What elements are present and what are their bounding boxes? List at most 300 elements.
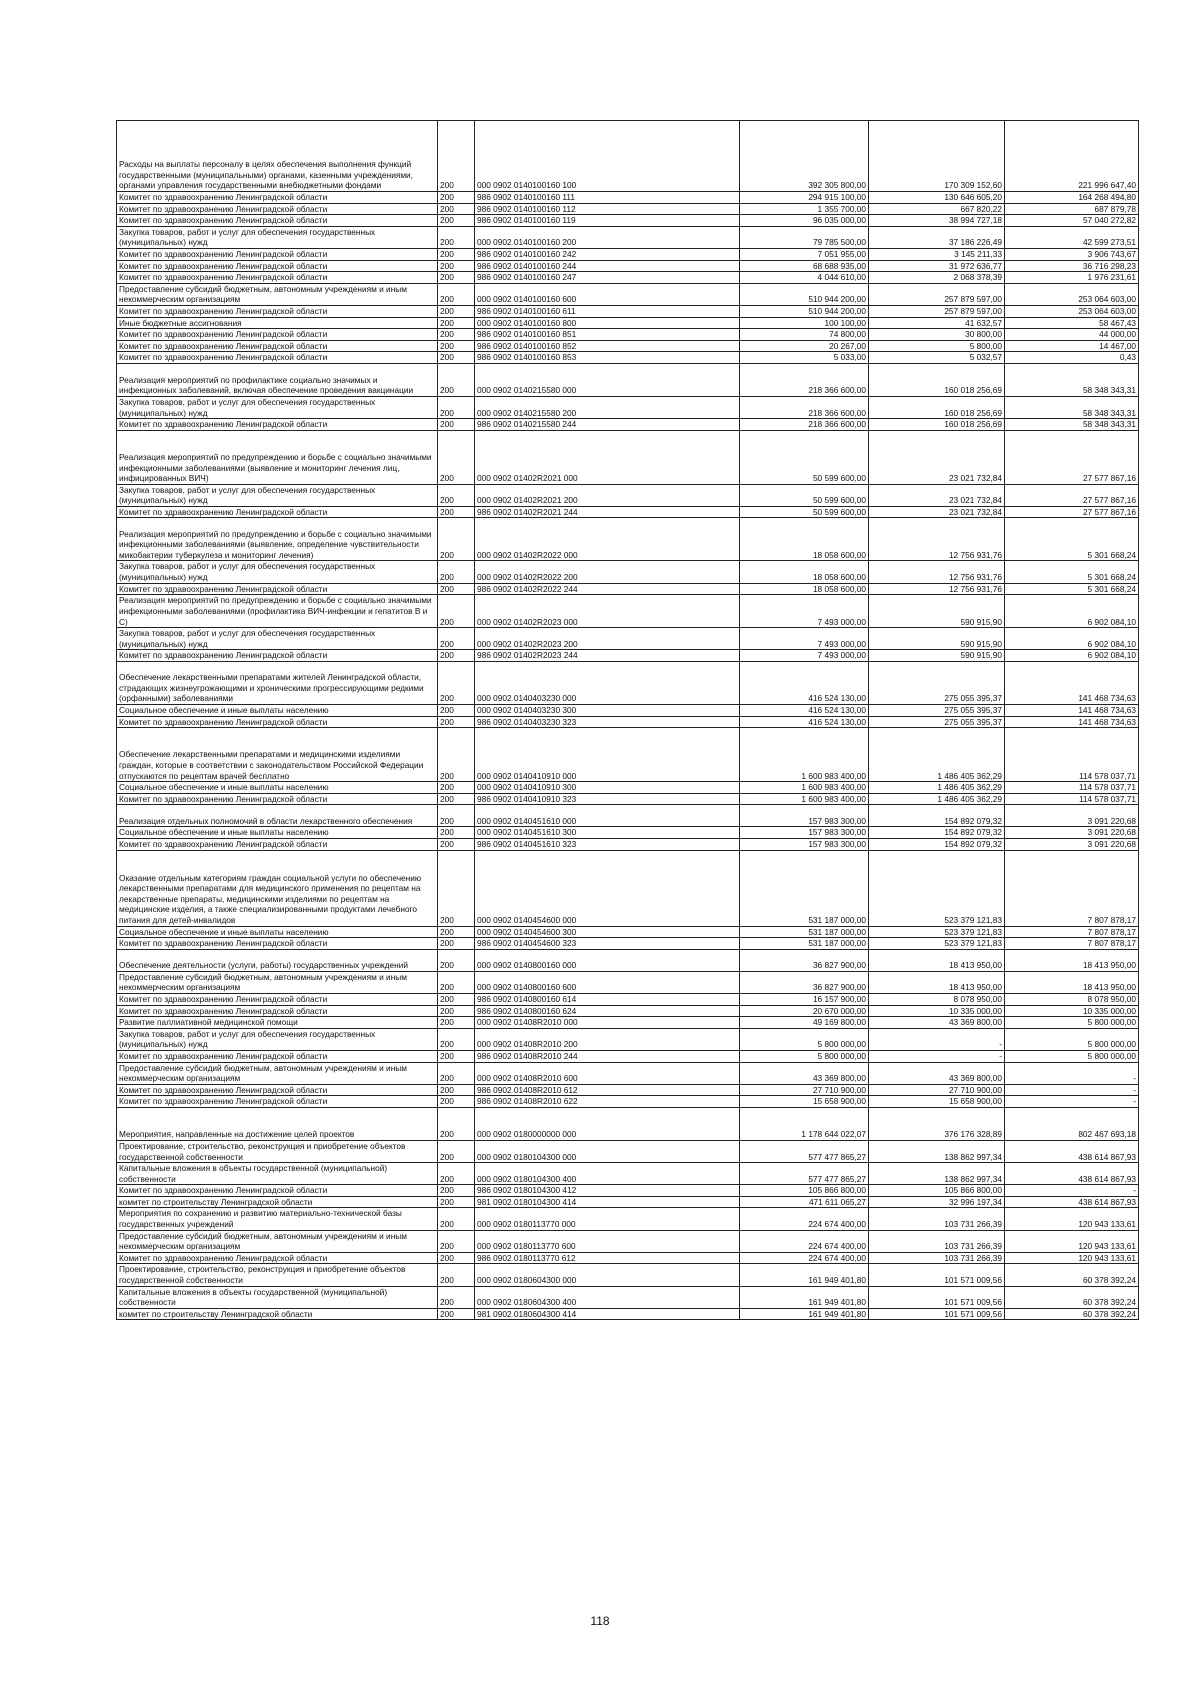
row-classification-code: 986 0902 01408R2010 612 bbox=[475, 1084, 740, 1096]
row-section-code: 200 bbox=[438, 595, 475, 628]
row-section-code: 200 bbox=[438, 561, 475, 583]
row-executed-amount: 1 486 405 362,29 bbox=[869, 728, 1005, 782]
row-approved-amount: 49 169 800,00 bbox=[740, 1017, 869, 1029]
row-name: Социальное обеспечение и иные выплаты населению bbox=[117, 827, 438, 839]
row-unexecuted-amount: 58 348 343,31 bbox=[1005, 419, 1139, 431]
row-approved-amount: 100 100,00 bbox=[740, 317, 869, 329]
row-name: Комитет по здравоохранению Ленинградской области bbox=[117, 1252, 438, 1264]
row-classification-code: 000 0902 0140403230 000 bbox=[475, 662, 740, 705]
row-classification-code: 000 0902 01402R2023 200 bbox=[475, 628, 740, 650]
row-approved-amount: 36 827 900,00 bbox=[740, 949, 869, 971]
row-unexecuted-amount: 27 577 867,16 bbox=[1005, 430, 1139, 484]
row-approved-amount: 157 983 300,00 bbox=[740, 805, 869, 827]
row-section-code: 200 bbox=[438, 272, 475, 284]
row-approved-amount: 157 983 300,00 bbox=[740, 839, 869, 851]
table-row bbox=[117, 1163, 1139, 1185]
row-classification-code: 000 0902 01402R2021 200 bbox=[475, 484, 740, 506]
row-approved-amount: 161 949 401,80 bbox=[740, 1286, 869, 1308]
row-executed-amount: 5 032,57 bbox=[869, 352, 1005, 364]
row-approved-amount: 1 600 983 400,00 bbox=[740, 782, 869, 794]
row-executed-amount: 590 915,90 bbox=[869, 650, 1005, 662]
row-name: Комитет по здравоохранению Ленинградской области bbox=[117, 272, 438, 284]
row-executed-amount: 23 021 732,84 bbox=[869, 484, 1005, 506]
row-section-code: 200 bbox=[438, 971, 475, 993]
row-approved-amount: 50 599 600,00 bbox=[740, 506, 869, 518]
row-executed-amount: 43 369 800,00 bbox=[869, 1062, 1005, 1084]
row-name: Реализация мероприятий по предупреждению и борьбе с социально значимыми инфекционными заболеваниями (выявление, определение чувствительности микобактерии туберкулеза и мониторинг лечения) bbox=[117, 518, 438, 561]
row-name: Комитет по здравоохранению Ленинградской области bbox=[117, 938, 438, 950]
row-unexecuted-amount: 221 996 647,40 bbox=[1005, 121, 1139, 192]
row-approved-amount: 68 688 935,00 bbox=[740, 260, 869, 272]
row-approved-amount: 20 267,00 bbox=[740, 340, 869, 352]
row-unexecuted-amount: 60 378 392,24 bbox=[1005, 1286, 1139, 1308]
row-section-code: 200 bbox=[438, 705, 475, 717]
row-executed-amount: 23 021 732,84 bbox=[869, 506, 1005, 518]
row-classification-code: 986 0902 0140800160 614 bbox=[475, 993, 740, 1005]
row-section-code: 200 bbox=[438, 363, 475, 396]
row-approved-amount: 74 800,00 bbox=[740, 329, 869, 341]
table-row bbox=[117, 1185, 1139, 1197]
row-classification-code: 000 0902 0180604300 000 bbox=[475, 1264, 740, 1286]
row-section-code: 200 bbox=[438, 650, 475, 662]
row-classification-code: 986 0902 01408R2010 622 bbox=[475, 1096, 740, 1108]
row-executed-amount: 8 078 950,00 bbox=[869, 993, 1005, 1005]
table-row bbox=[117, 1005, 1139, 1017]
row-unexecuted-amount: 8 078 950,00 bbox=[1005, 993, 1139, 1005]
table-row bbox=[117, 248, 1139, 260]
table-row bbox=[117, 1096, 1139, 1108]
row-approved-amount: 1 355 700,00 bbox=[740, 203, 869, 215]
row-name: Обеспечение деятельности (услуги, работы) государственных учреждений bbox=[117, 949, 438, 971]
row-unexecuted-amount: - bbox=[1005, 1084, 1139, 1096]
row-unexecuted-amount: 60 378 392,24 bbox=[1005, 1308, 1139, 1320]
row-name: Предоставление субсидий бюджетным, автономным учреждениям и иным некоммерческим организациям bbox=[117, 1062, 438, 1084]
table-row bbox=[117, 352, 1139, 364]
row-name: Мероприятия, направленные на достижение целей проектов bbox=[117, 1107, 438, 1140]
row-classification-code: 000 0902 0180113770 600 bbox=[475, 1230, 740, 1252]
row-name: Социальное обеспечение и иные выплаты населению bbox=[117, 705, 438, 717]
row-section-code: 200 bbox=[438, 1308, 475, 1320]
row-name: Социальное обеспечение и иные выплаты населению bbox=[117, 926, 438, 938]
row-classification-code: 000 0902 0180604300 400 bbox=[475, 1286, 740, 1308]
row-executed-amount: 160 018 256,69 bbox=[869, 396, 1005, 418]
row-unexecuted-amount: 5 800 000,00 bbox=[1005, 1050, 1139, 1062]
table-row bbox=[117, 1264, 1139, 1286]
row-classification-code: 000 0902 0180104300 400 bbox=[475, 1163, 740, 1185]
row-unexecuted-amount: 5 800 000,00 bbox=[1005, 1028, 1139, 1050]
row-unexecuted-amount: 0,43 bbox=[1005, 352, 1139, 364]
row-section-code: 200 bbox=[438, 430, 475, 484]
row-approved-amount: 5 033,00 bbox=[740, 352, 869, 364]
table-row bbox=[117, 215, 1139, 227]
row-classification-code: 000 0902 0180113770 000 bbox=[475, 1208, 740, 1230]
row-approved-amount: 577 477 865,27 bbox=[740, 1140, 869, 1162]
table-row bbox=[117, 518, 1139, 561]
row-approved-amount: 15 658 900,00 bbox=[740, 1096, 869, 1108]
row-approved-amount: 36 827 900,00 bbox=[740, 971, 869, 993]
table-row bbox=[117, 662, 1139, 705]
row-name: Комитет по здравоохранению Ленинградской области bbox=[117, 650, 438, 662]
row-name: Предоставление субсидий бюджетным, автономным учреждениям и иным некоммерческим организациям bbox=[117, 1230, 438, 1252]
row-unexecuted-amount: 7 807 878,17 bbox=[1005, 850, 1139, 926]
row-section-code: 200 bbox=[438, 926, 475, 938]
table-row bbox=[117, 329, 1139, 341]
budget-report-sheet bbox=[116, 120, 1134, 1320]
row-classification-code: 000 0902 0140410910 000 bbox=[475, 728, 740, 782]
row-name: Комитет по здравоохранению Ленинградской области bbox=[117, 793, 438, 805]
row-unexecuted-amount: 6 902 084,10 bbox=[1005, 628, 1139, 650]
row-section-code: 200 bbox=[438, 728, 475, 782]
row-executed-amount: 30 800,00 bbox=[869, 329, 1005, 341]
row-approved-amount: 7 493 000,00 bbox=[740, 650, 869, 662]
row-section-code: 200 bbox=[438, 938, 475, 950]
row-approved-amount: 224 674 400,00 bbox=[740, 1208, 869, 1230]
row-classification-code: 986 0902 0140100160 247 bbox=[475, 272, 740, 284]
row-classification-code: 000 0902 0140451610 300 bbox=[475, 827, 740, 839]
row-section-code: 200 bbox=[438, 1096, 475, 1108]
row-classification-code: 000 0902 0140403230 300 bbox=[475, 705, 740, 717]
row-executed-amount: 31 972 636,77 bbox=[869, 260, 1005, 272]
row-section-code: 200 bbox=[438, 850, 475, 926]
row-classification-code: 000 0902 0140800160 600 bbox=[475, 971, 740, 993]
row-unexecuted-amount: 10 335 000,00 bbox=[1005, 1005, 1139, 1017]
row-classification-code: 000 0902 0140451610 000 bbox=[475, 805, 740, 827]
row-classification-code: 986 0902 01402R2023 244 bbox=[475, 650, 740, 662]
row-unexecuted-amount: 7 807 878,17 bbox=[1005, 938, 1139, 950]
row-name: Комитет по здравоохранению Ленинградской области bbox=[117, 260, 438, 272]
row-approved-amount: 7 051 955,00 bbox=[740, 248, 869, 260]
row-classification-code: 000 0902 0180104300 000 bbox=[475, 1140, 740, 1162]
row-name: Комитет по здравоохранению Ленинградской области bbox=[117, 1084, 438, 1096]
row-approved-amount: 1 178 644 022,07 bbox=[740, 1107, 869, 1140]
row-approved-amount: 157 983 300,00 bbox=[740, 827, 869, 839]
row-section-code: 200 bbox=[438, 827, 475, 839]
table-row bbox=[117, 1084, 1139, 1096]
row-approved-amount: 79 785 500,00 bbox=[740, 226, 869, 248]
row-approved-amount: 510 944 200,00 bbox=[740, 305, 869, 317]
row-section-code: 200 bbox=[438, 1252, 475, 1264]
row-name: Реализация мероприятий по предупреждению и борьбе с социально значимыми инфекционными заболеваниями (выявление и мониторинг лечения лиц, инфицированных ВИЧ) bbox=[117, 430, 438, 484]
table-row bbox=[117, 716, 1139, 728]
row-classification-code: 981 0902 0180104300 414 bbox=[475, 1196, 740, 1208]
row-classification-code: 986 0902 0140100160 112 bbox=[475, 203, 740, 215]
row-name: Комитет по здравоохранению Ленинградской области bbox=[117, 305, 438, 317]
row-unexecuted-amount: 36 716 298,23 bbox=[1005, 260, 1139, 272]
row-executed-amount: 18 413 950,00 bbox=[869, 971, 1005, 993]
row-unexecuted-amount: 5 301 668,24 bbox=[1005, 518, 1139, 561]
table-row bbox=[117, 595, 1139, 628]
row-name: комитет по строительству Ленинградской области bbox=[117, 1308, 438, 1320]
table-row bbox=[117, 430, 1139, 484]
row-section-code: 200 bbox=[438, 628, 475, 650]
table-row bbox=[117, 583, 1139, 595]
row-approved-amount: 294 915 100,00 bbox=[740, 192, 869, 204]
row-classification-code: 000 0902 01402R2022 000 bbox=[475, 518, 740, 561]
table-row bbox=[117, 283, 1139, 305]
table-row bbox=[117, 121, 1139, 192]
row-section-code: 200 bbox=[438, 583, 475, 595]
row-approved-amount: 7 493 000,00 bbox=[740, 595, 869, 628]
row-name: Комитет по здравоохранению Ленинградской области bbox=[117, 583, 438, 595]
row-name: Закупка товаров, работ и услуг для обеспечения государственных (муниципальных) нужд bbox=[117, 1028, 438, 1050]
row-section-code: 200 bbox=[438, 484, 475, 506]
row-section-code: 200 bbox=[438, 1196, 475, 1208]
table-row bbox=[117, 305, 1139, 317]
row-section-code: 200 bbox=[438, 260, 475, 272]
row-section-code: 200 bbox=[438, 1264, 475, 1286]
row-unexecuted-amount: 58 348 343,31 bbox=[1005, 363, 1139, 396]
row-classification-code: 000 0902 0140100160 200 bbox=[475, 226, 740, 248]
row-section-code: 200 bbox=[438, 1230, 475, 1252]
row-name: Развитие паллиативной медицинской помощи bbox=[117, 1017, 438, 1029]
row-approved-amount: 218 366 600,00 bbox=[740, 419, 869, 431]
row-executed-amount: 5 800,00 bbox=[869, 340, 1005, 352]
row-classification-code: 000 0902 01402R2021 000 bbox=[475, 430, 740, 484]
row-name: Мероприятия по сохранению и развитию материально-технической базы государственных учреждений bbox=[117, 1208, 438, 1230]
row-unexecuted-amount: 6 902 084,10 bbox=[1005, 595, 1139, 628]
row-name: Комитет по здравоохранению Ленинградской области bbox=[117, 192, 438, 204]
row-executed-amount: 590 915,90 bbox=[869, 595, 1005, 628]
row-classification-code: 986 0902 0140100160 111 bbox=[475, 192, 740, 204]
row-unexecuted-amount: 6 902 084,10 bbox=[1005, 650, 1139, 662]
row-section-code: 200 bbox=[438, 793, 475, 805]
row-classification-code: 000 0902 01408R2010 000 bbox=[475, 1017, 740, 1029]
row-section-code: 200 bbox=[438, 1050, 475, 1062]
row-section-code: 200 bbox=[438, 317, 475, 329]
row-name: комитет по строительству Ленинградской области bbox=[117, 1196, 438, 1208]
row-approved-amount: 510 944 200,00 bbox=[740, 283, 869, 305]
row-classification-code: 986 0902 0140800160 624 bbox=[475, 1005, 740, 1017]
table-row bbox=[117, 827, 1139, 839]
row-classification-code: 000 0902 0140100160 600 bbox=[475, 283, 740, 305]
row-classification-code: 981 0902 0180604300 414 bbox=[475, 1308, 740, 1320]
table-row bbox=[117, 971, 1139, 993]
row-unexecuted-amount: 253 064 603,00 bbox=[1005, 305, 1139, 317]
row-executed-amount: 523 379 121,83 bbox=[869, 926, 1005, 938]
row-executed-amount: 12 756 931,76 bbox=[869, 583, 1005, 595]
row-classification-code: 000 0902 0140454600 300 bbox=[475, 926, 740, 938]
row-section-code: 200 bbox=[438, 1163, 475, 1185]
row-section-code: 200 bbox=[438, 248, 475, 260]
row-executed-amount: 12 756 931,76 bbox=[869, 518, 1005, 561]
row-section-code: 200 bbox=[438, 1208, 475, 1230]
table-row bbox=[117, 1230, 1139, 1252]
row-classification-code: 000 0902 01408R2010 200 bbox=[475, 1028, 740, 1050]
row-executed-amount: 590 915,90 bbox=[869, 628, 1005, 650]
row-approved-amount: 531 187 000,00 bbox=[740, 938, 869, 950]
table-row bbox=[117, 1028, 1139, 1050]
row-approved-amount: 1 600 983 400,00 bbox=[740, 793, 869, 805]
row-section-code: 200 bbox=[438, 1140, 475, 1162]
row-executed-amount: 257 879 597,00 bbox=[869, 305, 1005, 317]
row-unexecuted-amount: 42 599 273,51 bbox=[1005, 226, 1139, 248]
table-row bbox=[117, 949, 1139, 971]
page-number: 118 bbox=[590, 1614, 610, 1628]
row-executed-amount: 101 571 009,56 bbox=[869, 1264, 1005, 1286]
row-approved-amount: 161 949 401,80 bbox=[740, 1308, 869, 1320]
row-executed-amount: 105 866 800,00 bbox=[869, 1185, 1005, 1197]
row-approved-amount: 224 674 400,00 bbox=[740, 1252, 869, 1264]
table-row bbox=[117, 1107, 1139, 1140]
row-name: Комитет по здравоохранению Ленинградской области bbox=[117, 993, 438, 1005]
table-row bbox=[117, 650, 1139, 662]
row-approved-amount: 96 035 000,00 bbox=[740, 215, 869, 227]
row-executed-amount: 32 996 197,34 bbox=[869, 1196, 1005, 1208]
row-name: Иные бюджетные ассигнования bbox=[117, 317, 438, 329]
table-row bbox=[117, 1208, 1139, 1230]
row-executed-amount: 138 862 997,34 bbox=[869, 1163, 1005, 1185]
row-section-code: 200 bbox=[438, 283, 475, 305]
row-unexecuted-amount: 141 468 734,63 bbox=[1005, 705, 1139, 717]
row-unexecuted-amount: 3 091 220,68 bbox=[1005, 839, 1139, 851]
row-classification-code: 000 0902 0140100160 800 bbox=[475, 317, 740, 329]
table-row bbox=[117, 1062, 1139, 1084]
table-row bbox=[117, 272, 1139, 284]
row-classification-code: 986 0902 01408R2010 244 bbox=[475, 1050, 740, 1062]
row-name: Комитет по здравоохранению Ленинградской области bbox=[117, 1005, 438, 1017]
row-unexecuted-amount: 7 807 878,17 bbox=[1005, 926, 1139, 938]
row-section-code: 200 bbox=[438, 506, 475, 518]
row-name: Комитет по здравоохранению Ленинградской области bbox=[117, 839, 438, 851]
row-approved-amount: 416 524 130,00 bbox=[740, 716, 869, 728]
row-unexecuted-amount: 60 378 392,24 bbox=[1005, 1264, 1139, 1286]
row-name: Комитет по здравоохранению Ленинградской области bbox=[117, 716, 438, 728]
row-section-code: 200 bbox=[438, 340, 475, 352]
row-section-code: 200 bbox=[438, 662, 475, 705]
row-name: Проектирование, строительство, реконструкция и приобретение объектов государственной собственности bbox=[117, 1264, 438, 1286]
budget-table bbox=[116, 120, 1139, 1320]
row-section-code: 200 bbox=[438, 1028, 475, 1050]
row-unexecuted-amount: - bbox=[1005, 1096, 1139, 1108]
row-executed-amount: 37 186 226,49 bbox=[869, 226, 1005, 248]
row-unexecuted-amount: 3 091 220,68 bbox=[1005, 827, 1139, 839]
row-executed-amount: 41 632,57 bbox=[869, 317, 1005, 329]
row-executed-amount: - bbox=[869, 1050, 1005, 1062]
row-unexecuted-amount: 114 578 037,71 bbox=[1005, 793, 1139, 805]
row-classification-code: 986 0902 0140410910 323 bbox=[475, 793, 740, 805]
row-classification-code: 986 0902 0140403230 323 bbox=[475, 716, 740, 728]
table-row bbox=[117, 561, 1139, 583]
row-unexecuted-amount: 5 301 668,24 bbox=[1005, 561, 1139, 583]
row-classification-code: 986 0902 0140454600 323 bbox=[475, 938, 740, 950]
table-row bbox=[117, 363, 1139, 396]
row-name: Закупка товаров, работ и услуг для обеспечения государственных (муниципальных) нужд bbox=[117, 628, 438, 650]
row-section-code: 200 bbox=[438, 805, 475, 827]
row-executed-amount: 275 055 395,37 bbox=[869, 662, 1005, 705]
row-unexecuted-amount: 27 577 867,16 bbox=[1005, 484, 1139, 506]
row-name: Проектирование, строительство, реконструкция и приобретение объектов государственной собственности bbox=[117, 1140, 438, 1162]
row-name: Обеспечение лекарственными препаратами жителей Ленинградской области, страдающих жизнеугрожающими и хроническими прогрессирующими редкими (орфанными) заболеваниями bbox=[117, 662, 438, 705]
row-executed-amount: 2 068 378,39 bbox=[869, 272, 1005, 284]
row-classification-code: 000 0902 0140800160 000 bbox=[475, 949, 740, 971]
row-unexecuted-amount: 120 943 133,61 bbox=[1005, 1230, 1139, 1252]
row-section-code: 200 bbox=[438, 1084, 475, 1096]
table-row bbox=[117, 317, 1139, 329]
row-unexecuted-amount: 114 578 037,71 bbox=[1005, 728, 1139, 782]
table-row bbox=[117, 506, 1139, 518]
table-row bbox=[117, 340, 1139, 352]
row-approved-amount: 224 674 400,00 bbox=[740, 1230, 869, 1252]
row-classification-code: 986 0902 0140451610 323 bbox=[475, 839, 740, 851]
row-unexecuted-amount: 14 467,00 bbox=[1005, 340, 1139, 352]
row-approved-amount: 471 611 065,27 bbox=[740, 1196, 869, 1208]
row-approved-amount: 416 524 130,00 bbox=[740, 662, 869, 705]
row-executed-amount: 18 413 950,00 bbox=[869, 949, 1005, 971]
row-executed-amount: 10 335 000,00 bbox=[869, 1005, 1005, 1017]
row-executed-amount: 138 862 997,34 bbox=[869, 1140, 1005, 1162]
row-name: Капитальные вложения в объекты государственной (муниципальной) собственности bbox=[117, 1286, 438, 1308]
row-approved-amount: 18 058 600,00 bbox=[740, 561, 869, 583]
row-executed-amount: 3 145 211,33 bbox=[869, 248, 1005, 260]
row-name: Закупка товаров, работ и услуг для обеспечения государственных (муниципальных) нужд bbox=[117, 561, 438, 583]
row-executed-amount: 43 369 800,00 bbox=[869, 1017, 1005, 1029]
row-executed-amount: 275 055 395,37 bbox=[869, 716, 1005, 728]
row-executed-amount: 12 756 931,76 bbox=[869, 561, 1005, 583]
row-name: Расходы на выплаты персоналу в целях обеспечения выполнения функций государственными (муниципальными) органами, казенными учреждениями, органами управления государственными внебюджетными фондами bbox=[117, 121, 438, 192]
row-executed-amount: 130 646 605,20 bbox=[869, 192, 1005, 204]
row-section-code: 200 bbox=[438, 121, 475, 192]
row-executed-amount: 27 710 900,00 bbox=[869, 1084, 1005, 1096]
table-row bbox=[117, 1308, 1139, 1320]
table-row bbox=[117, 192, 1139, 204]
table-row bbox=[117, 203, 1139, 215]
row-classification-code: 000 0902 01408R2010 600 bbox=[475, 1062, 740, 1084]
table-row bbox=[117, 728, 1139, 782]
row-unexecuted-amount: 5 800 000,00 bbox=[1005, 1017, 1139, 1029]
row-executed-amount: 170 309 152,60 bbox=[869, 121, 1005, 192]
row-section-code: 200 bbox=[438, 1062, 475, 1084]
table-row bbox=[117, 628, 1139, 650]
row-approved-amount: 16 157 900,00 bbox=[740, 993, 869, 1005]
row-executed-amount: 38 994 727,18 bbox=[869, 215, 1005, 227]
row-unexecuted-amount: 438 614 867,93 bbox=[1005, 1163, 1139, 1185]
budget-table-body bbox=[117, 121, 1139, 1320]
row-executed-amount: 101 571 009,56 bbox=[869, 1286, 1005, 1308]
row-name: Оказание отдельным категориям граждан социальной услуги по обеспечению лекарственными препаратами для медицинского применения по рецептам на лекарственные препараты, медицинскими изделиями по рецептам на медицинские изделия, а также специализированными продуктами лечебного питания для детей-инвалидов bbox=[117, 850, 438, 926]
row-approved-amount: 20 670 000,00 bbox=[740, 1005, 869, 1017]
row-unexecuted-amount: - bbox=[1005, 1062, 1139, 1084]
table-row bbox=[117, 926, 1139, 938]
row-approved-amount: 577 477 865,27 bbox=[740, 1163, 869, 1185]
row-unexecuted-amount: 687 879,78 bbox=[1005, 203, 1139, 215]
row-executed-amount: 257 879 597,00 bbox=[869, 283, 1005, 305]
row-classification-code: 000 0902 0140410910 300 bbox=[475, 782, 740, 794]
row-name: Комитет по здравоохранению Ленинградской области bbox=[117, 340, 438, 352]
row-unexecuted-amount: 438 614 867,93 bbox=[1005, 1140, 1139, 1162]
row-section-code: 200 bbox=[438, 1286, 475, 1308]
table-row bbox=[117, 1252, 1139, 1264]
row-executed-amount: - bbox=[869, 1028, 1005, 1050]
row-name: Комитет по здравоохранению Ленинградской области bbox=[117, 215, 438, 227]
table-row bbox=[117, 839, 1139, 851]
row-name: Комитет по здравоохранению Ленинградской области bbox=[117, 506, 438, 518]
table-row bbox=[117, 850, 1139, 926]
row-executed-amount: 101 571 009,56 bbox=[869, 1308, 1005, 1320]
row-section-code: 200 bbox=[438, 1005, 475, 1017]
row-name: Комитет по здравоохранению Ленинградской области bbox=[117, 419, 438, 431]
row-section-code: 200 bbox=[438, 949, 475, 971]
row-unexecuted-amount: 18 413 950,00 bbox=[1005, 949, 1139, 971]
row-approved-amount: 218 366 600,00 bbox=[740, 396, 869, 418]
row-unexecuted-amount: 253 064 603,00 bbox=[1005, 283, 1139, 305]
row-section-code: 200 bbox=[438, 396, 475, 418]
table-row bbox=[117, 805, 1139, 827]
row-executed-amount: 15 658 900,00 bbox=[869, 1096, 1005, 1108]
row-unexecuted-amount: 27 577 867,16 bbox=[1005, 506, 1139, 518]
row-section-code: 200 bbox=[438, 993, 475, 1005]
row-executed-amount: 154 892 079,32 bbox=[869, 839, 1005, 851]
row-classification-code: 986 0902 01402R2022 244 bbox=[475, 583, 740, 595]
